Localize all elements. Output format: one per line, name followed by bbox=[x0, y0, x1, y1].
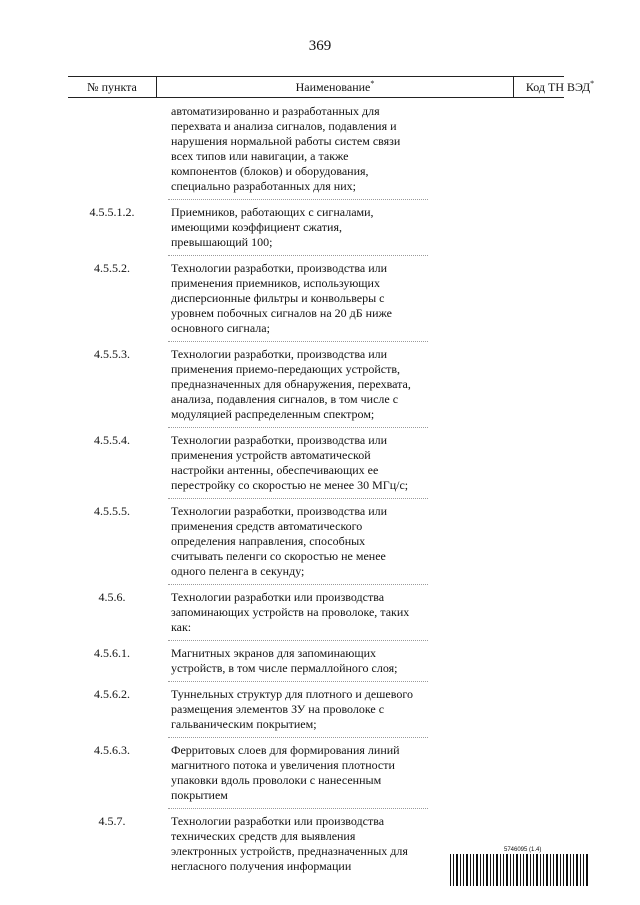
text-line: перехвата и анализа сигналов, подавления и bbox=[171, 119, 397, 133]
text-line: автоматизированно и разработанных для bbox=[171, 104, 380, 118]
text-line: нарушения нормальной работы систем связи bbox=[171, 134, 401, 148]
item-number: 4.5.5.2. bbox=[94, 261, 130, 275]
table-row bbox=[68, 433, 564, 499]
header-item-number: № пункта bbox=[87, 80, 137, 94]
item-description bbox=[171, 433, 433, 493]
text-line: магнитного потока и увеличения плотности bbox=[171, 758, 395, 772]
text-line: негласного получения информации bbox=[171, 859, 352, 873]
item-number: 4.5.6.1. bbox=[94, 646, 130, 660]
text-line: запоминающих устройств на проволоке, таких bbox=[171, 605, 410, 619]
table-row bbox=[68, 646, 564, 682]
text-line: Приемников, работающих с сигналами, bbox=[171, 205, 374, 219]
table-row bbox=[68, 504, 564, 585]
table-row bbox=[68, 104, 564, 200]
text-line: превышающий 100; bbox=[171, 235, 273, 249]
item-description bbox=[171, 205, 433, 250]
item-description bbox=[171, 646, 433, 676]
text-line: настройки антенны, обеспечивающих ее bbox=[171, 463, 379, 477]
text-line: модуляцией распределенным спектром; bbox=[171, 407, 375, 421]
item-description bbox=[171, 743, 433, 803]
table-row bbox=[68, 590, 564, 641]
barcode-icon bbox=[450, 854, 590, 886]
item-description bbox=[171, 590, 433, 635]
text-line: уровнем побочных сигналов на 20 дБ ниже bbox=[171, 306, 392, 320]
table-body bbox=[68, 104, 564, 885]
text-line: электронных устройств, предназначенных для bbox=[171, 844, 408, 858]
text-line: анализа, подавления сигналов, в том числе с bbox=[171, 392, 399, 406]
item-number: 4.5.5.1.2. bbox=[89, 205, 135, 219]
text-line: применения приемников, использующих bbox=[171, 276, 380, 290]
item-description bbox=[171, 687, 433, 732]
text-line: основного сигнала; bbox=[171, 321, 270, 335]
text-line: применения приемо-передающих устройств, bbox=[171, 362, 400, 376]
text-line: дисперсионные фильтры и конвольверы с bbox=[171, 291, 385, 305]
text-line: Магнитных экранов для запоминающих bbox=[171, 646, 376, 660]
text-line: гальваническим покрытием; bbox=[171, 717, 317, 731]
text-line: Технологии разработки, производства или bbox=[171, 504, 388, 518]
header-code: Код ТН ВЭД* bbox=[525, 79, 595, 94]
table-row bbox=[68, 743, 564, 809]
text-line: одного пеленга в секунду; bbox=[171, 564, 305, 578]
item-number: 4.5.7. bbox=[98, 814, 126, 828]
text-line: Ферритовых слоев для формирования линий bbox=[171, 743, 400, 757]
text-line: всех типов или навигации, а также bbox=[171, 149, 349, 163]
item-number: 4.5.6. bbox=[98, 590, 126, 604]
table-row bbox=[68, 261, 564, 342]
item-description bbox=[171, 814, 433, 874]
table-row bbox=[68, 205, 564, 256]
text-line: как: bbox=[171, 620, 192, 634]
text-line: технических средств для выявления bbox=[171, 829, 356, 843]
text-line: специально разработанных для них; bbox=[171, 179, 356, 193]
item-number: 4.5.6.2. bbox=[94, 687, 130, 701]
text-line: предназначенных для обнаружения, перехвата, bbox=[171, 377, 411, 391]
header-name: Наименование* bbox=[156, 77, 514, 97]
text-line: применения устройств автоматической bbox=[171, 448, 371, 462]
item-number: 4.5.5.4. bbox=[94, 433, 130, 447]
item-description bbox=[171, 504, 433, 579]
table-header bbox=[68, 76, 595, 98]
item-number: 4.5.5.3. bbox=[94, 347, 130, 361]
text-line: Технологии разработки или производства bbox=[171, 814, 385, 828]
text-line: устройств, в том числе пермаллойного слоя; bbox=[171, 661, 398, 675]
text-line: определения направления, способных bbox=[171, 534, 366, 548]
item-description bbox=[171, 104, 433, 194]
text-line: размещения элементов ЗУ на проволоке с bbox=[171, 702, 385, 716]
text-line: имеющими коэффициент сжатия, bbox=[171, 220, 342, 234]
text-line: Технологии разработки, производства или bbox=[171, 433, 388, 447]
text-line: применения средств автоматического bbox=[171, 519, 363, 533]
text-line: Технологии разработки, производства или bbox=[171, 347, 388, 361]
barcode-label: 5746095 (1.4) bbox=[504, 847, 542, 853]
table-row bbox=[68, 347, 564, 428]
item-description bbox=[171, 347, 433, 422]
text-line: покрытием bbox=[171, 788, 228, 802]
text-line: упаковки вдоль проволоки с нанесенным bbox=[171, 773, 382, 787]
text-line: Технологии разработки, производства или bbox=[171, 261, 388, 275]
text-line: Туннельных структур для плотного и дешевого bbox=[171, 687, 413, 701]
item-number: 4.5.5.5. bbox=[94, 504, 130, 518]
table-row bbox=[68, 687, 564, 738]
page-number: 369 bbox=[308, 38, 332, 54]
text-line: считывать пеленги со скоростью не менее bbox=[171, 549, 386, 563]
text-line: перестройку со скоростью не менее 30 МГц/с; bbox=[171, 478, 409, 492]
barcode bbox=[450, 846, 590, 891]
item-description bbox=[171, 261, 433, 336]
text-line: Технологии разработки или производства bbox=[171, 590, 385, 604]
item-number: 4.5.6.3. bbox=[94, 743, 130, 757]
text-line: компонентов (блоков) и оборудования, bbox=[171, 164, 369, 178]
